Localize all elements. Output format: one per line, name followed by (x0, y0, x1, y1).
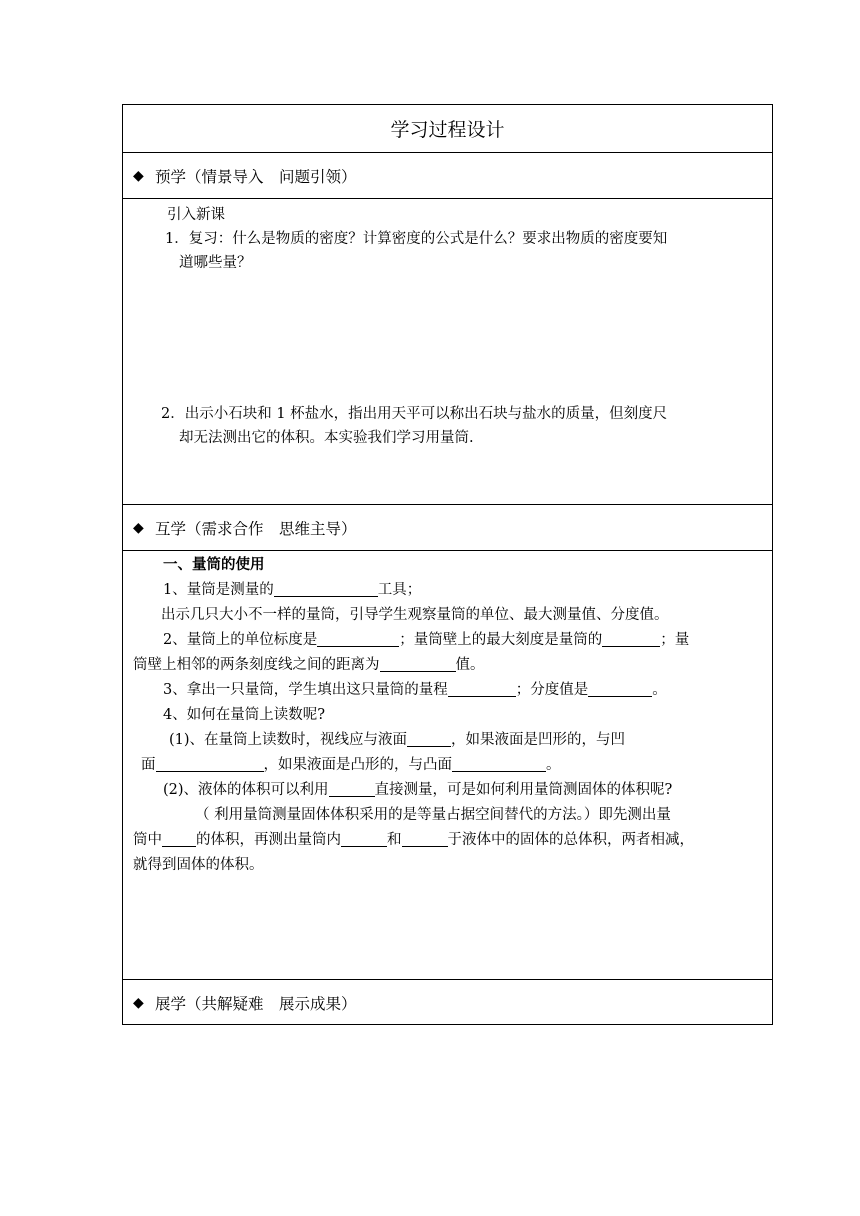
diamond-icon: ◆ (133, 167, 144, 184)
section-body-pre (123, 199, 772, 505)
blank-4[interactable] (380, 653, 456, 672)
line-5: 3、拿出一只量筒，学生填出这只量筒的量程 ；分度值是 。 (163, 678, 667, 702)
blank-3[interactable] (602, 628, 660, 647)
line-9: (2)、液体的体积可以利用 直接测量，可是如何利用量筒测固体的体积呢? (163, 778, 672, 802)
blank-8[interactable] (156, 753, 264, 772)
line-2: 出示几只大小不一样的量筒，引导学生观察量筒的单位、最大测量值、分度值。 (161, 607, 669, 623)
blank-6[interactable] (588, 678, 652, 697)
diamond-icon: ◆ (133, 519, 144, 536)
line-1: 1、量筒是测量的 工具； (163, 578, 421, 602)
section-header-mutual (123, 505, 772, 551)
blank-10[interactable] (329, 778, 375, 797)
section-body-mutual (123, 551, 772, 980)
section-title-pre: 预学（情景导入 问题引领） (155, 167, 357, 186)
lesson-design-table (122, 104, 773, 1025)
blank-9[interactable] (452, 753, 546, 772)
question-2-line-1: 2．出示小石块和 1 杯盐水，指出用天平可以称出石块与盐水的质量，但刻度尺 (161, 406, 668, 422)
section-header-pre (123, 153, 772, 199)
line-10: （ 利用量筒测量固体体积采用的是等量占据空间替代的方法。）即先测出量 (195, 807, 671, 823)
section-header-show (123, 980, 772, 1026)
subheading-graduated-cylinder: 一、量筒的使用 (163, 557, 265, 573)
line-8: 面 ，如果液面是凸形的，与凸面 。 (141, 753, 561, 777)
diamond-icon: ◆ (133, 995, 144, 1011)
line-11: 筒中 的体积，再测出量筒内 和 于液体中的固体的总体积，两者相减， (133, 828, 694, 852)
blank-2[interactable] (317, 628, 399, 647)
line-12: 就得到固体的体积。 (133, 857, 264, 873)
question-1-line-2: 道哪些量？ (179, 255, 252, 271)
blank-13[interactable] (402, 828, 448, 847)
blank-5[interactable] (448, 678, 516, 697)
line-3: 2、量筒上的单位标度是 ；量筒壁上的最大刻度是量筒的 ；量 (163, 628, 689, 652)
question-1-line-1: 1．复习：什么是物质的密度？计算密度的公式是什么？要求出物质的密度要知 (165, 231, 668, 247)
blank-7[interactable] (407, 728, 451, 747)
table-title-row (123, 105, 772, 153)
intro-text: 引入新课 (167, 207, 225, 223)
line-4: 筒壁上相邻的两条刻度线之间的距离为 值。 (133, 653, 485, 677)
blank-1[interactable] (274, 578, 378, 597)
section-title-show: 展学（共解疑难 展示成果） (155, 995, 357, 1013)
table-title: 学习过程设计 (390, 119, 505, 141)
blank-12[interactable] (341, 828, 387, 847)
blank-11[interactable] (162, 828, 196, 847)
question-2-line-2: 却无法测出它的体积。本实验我们学习用量筒. (179, 430, 474, 446)
section-title-mutual: 互学（需求合作 思维主导） (155, 519, 357, 538)
line-7: (1)、在量筒上读数时，视线应与液面 ，如果液面是凹形的，与凹 (169, 728, 625, 752)
line-6: 4、如何在量筒上读数呢? (163, 707, 325, 723)
